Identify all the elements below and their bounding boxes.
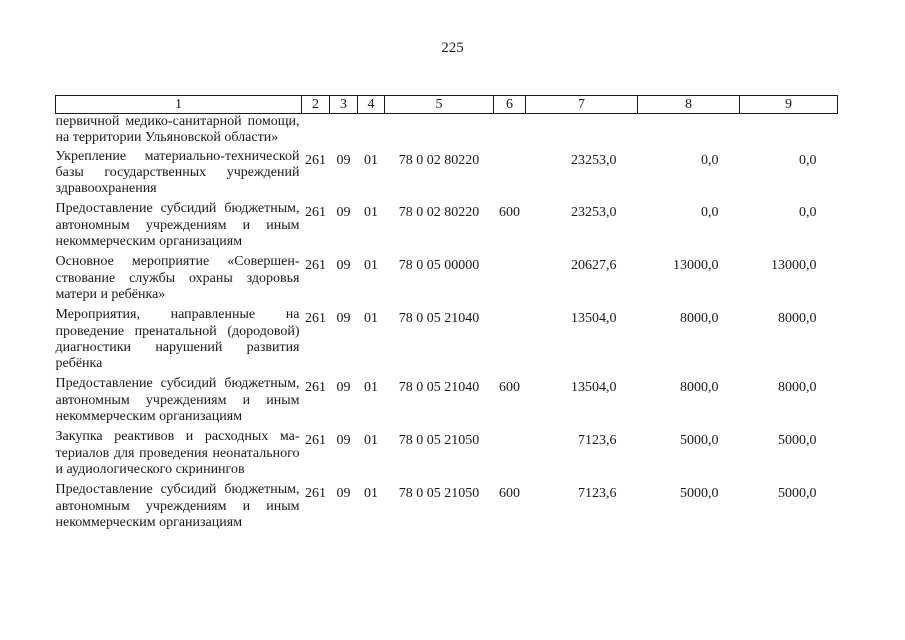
row-description: Предоставление субсидий бюджетным, автономным учреждениям и иным некоммерческим организациям — [55, 482, 300, 530]
row-subsection-code: 01 — [364, 258, 378, 274]
row-amount-col7: 13504,0 — [571, 380, 617, 396]
header-col-6: 6 — [494, 96, 526, 114]
row-amount-col9: 0,0 — [799, 205, 817, 221]
row-description: Мероприятия, направленные на проведение пренатальной (дородовой) диагностики нарушений развития ребёнка — [55, 307, 300, 372]
row-amount-col8: 0,0 — [701, 205, 719, 221]
row-amount-col8: 5000,0 — [680, 486, 719, 502]
row-amount-col7: 13504,0 — [571, 311, 617, 327]
page-number: 225 — [441, 40, 464, 56]
row-expense-type — [494, 429, 526, 482]
row-subsection-code: 01 — [364, 380, 378, 396]
table-row — [56, 114, 838, 149]
row-amount-col7: 23253,0 — [571, 152, 617, 168]
table-row — [56, 376, 838, 429]
row-expense-type: 600 — [499, 380, 520, 396]
row-description: Укрепление материально-технической базы государственных учреждений здравоохранения — [55, 148, 300, 197]
row-section-code: 09 — [336, 205, 351, 221]
row-subsection-code: 01 — [364, 311, 378, 327]
row-amount-col9: 8000,0 — [778, 380, 817, 396]
header-col-3: 3 — [330, 96, 358, 114]
row-subsection-code: 01 — [364, 433, 378, 449]
row-amount-col7: 7123,6 — [578, 433, 617, 449]
row-target-article: 78 0 05 21050 — [398, 486, 480, 502]
row-section-code: 09 — [336, 258, 351, 274]
header-col-9: 9 — [740, 96, 838, 114]
row-amount-col7: 20627,6 — [571, 258, 617, 274]
row-description: первичной медико-санитарной помощи, на территории Ульяновской области» — [55, 114, 300, 146]
row-ministry-code: 261 — [305, 258, 326, 274]
row-section-code: 09 — [336, 152, 351, 168]
row-expense-type — [494, 149, 526, 202]
table-row — [56, 254, 838, 307]
budget-table — [55, 95, 838, 535]
row-expense-type — [494, 254, 526, 307]
table-row — [56, 482, 838, 535]
row-description: Закупка реактивов и расходных материалов для проведения неонатального и аудиологического скринингов — [55, 429, 300, 477]
row-amount-col7: 7123,6 — [578, 486, 617, 502]
row-target-article: 78 0 05 21050 — [398, 433, 480, 449]
table-row — [56, 149, 838, 202]
row-amount-col8: 8000,0 — [680, 380, 719, 396]
header-col-7: 7 — [526, 96, 638, 114]
header-col-1: 1 — [56, 96, 302, 114]
row-amount-col9: 8000,0 — [778, 311, 817, 327]
row-subsection-code: 01 — [364, 205, 378, 221]
row-ministry-code: 261 — [305, 486, 326, 502]
table-header — [56, 96, 838, 114]
row-section-code: 09 — [336, 380, 351, 396]
row-section-code: 09 — [336, 433, 351, 449]
row-expense-type — [494, 307, 526, 376]
row-description: Предоставление субсидий бюджетным, автономным учреждениям и иным некоммерческим организациям — [55, 201, 300, 250]
row-subsection-code: 01 — [364, 486, 378, 502]
row-subsection-code: 01 — [364, 152, 378, 168]
row-amount-col8: 8000,0 — [680, 311, 719, 327]
table-row — [56, 201, 838, 254]
row-empty-cells — [302, 114, 838, 149]
row-expense-type: 600 — [499, 205, 520, 221]
header-col-5: 5 — [385, 96, 494, 114]
table-row — [56, 429, 838, 482]
row-amount-col7: 23253,0 — [571, 205, 617, 221]
row-ministry-code: 261 — [305, 433, 326, 449]
row-amount-col9: 5000,0 — [778, 486, 817, 502]
row-description: Основное мероприятие «Совершенствование службы охраны здоровья матери и ребёнка» — [55, 254, 300, 302]
row-ministry-code: 261 — [305, 205, 326, 221]
row-amount-col8: 0,0 — [701, 152, 719, 168]
row-section-code: 09 — [336, 486, 351, 502]
header-col-2: 2 — [302, 96, 330, 114]
row-target-article: 78 0 05 21040 — [398, 380, 480, 396]
row-target-article: 78 0 05 00000 — [398, 258, 480, 274]
header-row — [56, 96, 838, 114]
header-col-8: 8 — [638, 96, 740, 114]
row-target-article: 78 0 05 21040 — [398, 311, 480, 327]
row-amount-col8: 5000,0 — [680, 433, 719, 449]
row-amount-col8: 13000,0 — [673, 258, 719, 274]
row-section-code: 09 — [336, 311, 351, 327]
row-ministry-code: 261 — [305, 311, 326, 327]
row-amount-col9: 13000,0 — [771, 258, 817, 274]
row-expense-type: 600 — [499, 486, 520, 502]
row-amount-col9: 0,0 — [799, 152, 817, 168]
row-ministry-code: 261 — [305, 380, 326, 396]
table-row — [56, 307, 838, 376]
table-body — [56, 114, 838, 536]
row-amount-col9: 5000,0 — [778, 433, 817, 449]
row-description: Предоставление субсидий бюджетным, автономным учреждениям и иным некоммерческим организациям — [55, 376, 300, 425]
row-target-article: 78 0 02 80220 — [398, 205, 480, 221]
row-ministry-code: 261 — [305, 152, 326, 168]
row-target-article: 78 0 02 80220 — [398, 152, 480, 168]
header-col-4: 4 — [358, 96, 385, 114]
